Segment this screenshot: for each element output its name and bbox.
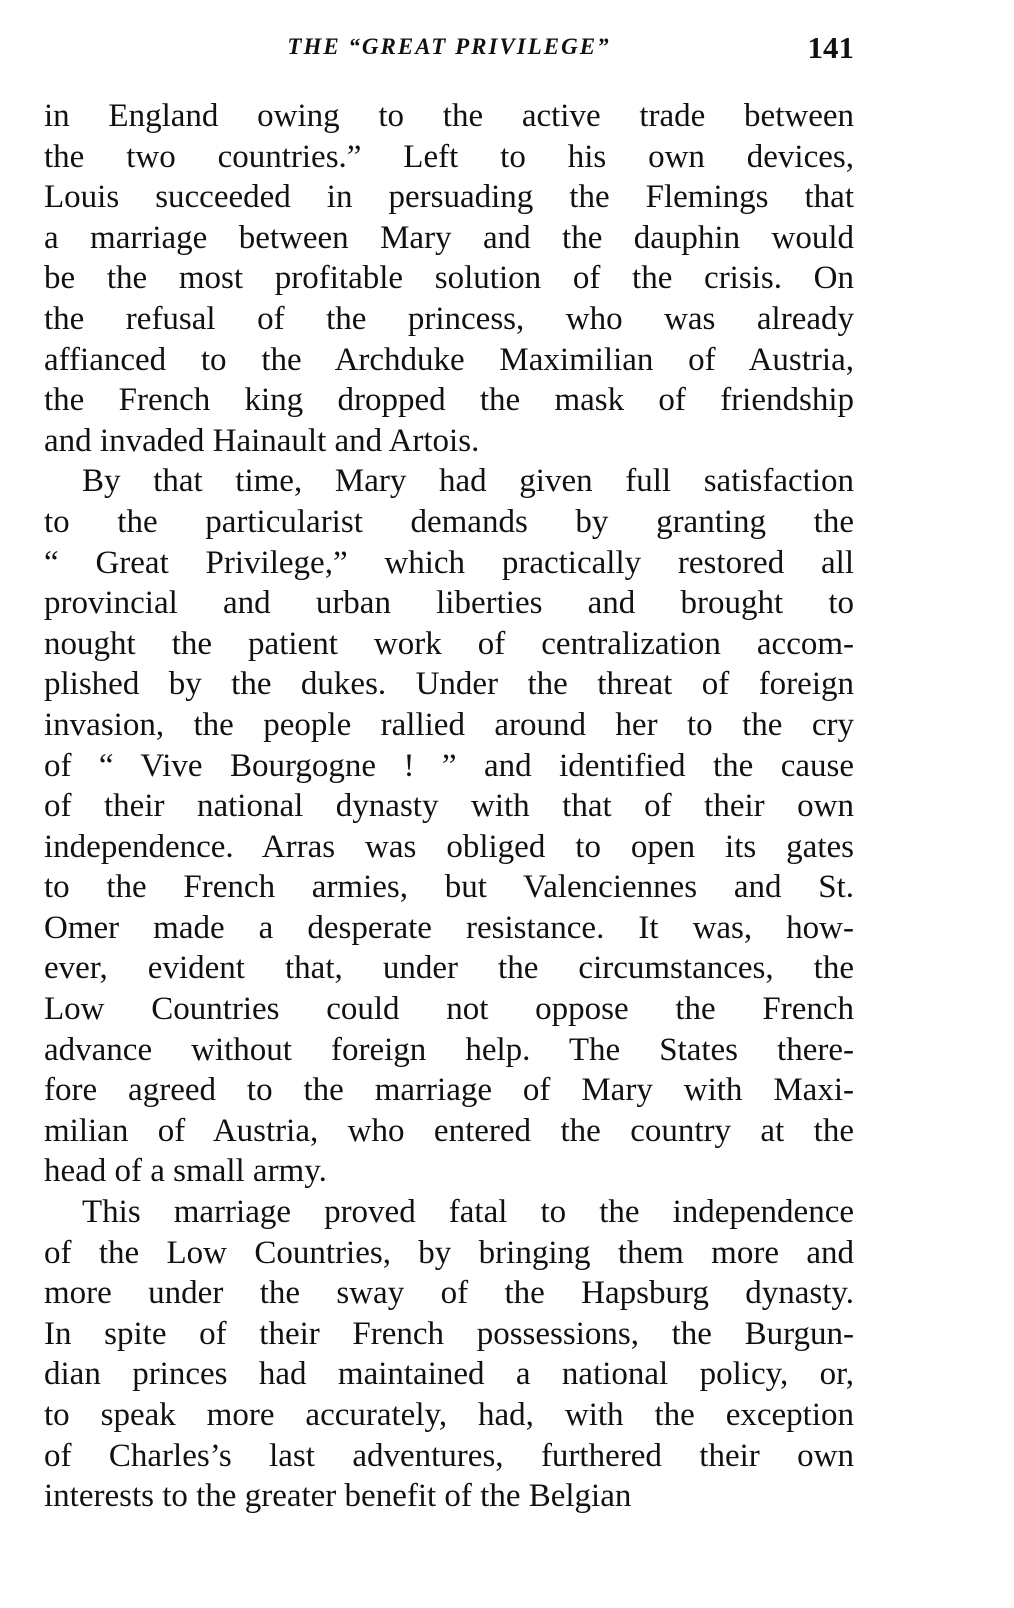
text-line: interests to the greater benefit of the Belgian	[44, 1478, 632, 1515]
text-line: nought the patient work of centralization accom-	[44, 625, 854, 662]
paragraph	[44, 1192, 854, 1517]
text-line: milian of Austria, who entered the country at the	[44, 1112, 854, 1149]
text-line: affianced to the Archduke Maximilian of Austria,	[44, 341, 854, 378]
text-line: to speak more accurately, had, with the exception	[44, 1397, 854, 1433]
text-line: In spite of their French possessions, the Burgun-	[44, 1315, 854, 1352]
text-line: Louis succeeded in persuading the Flemings that	[44, 179, 854, 216]
text-line: By that time, Mary had given full satisfaction	[82, 463, 854, 500]
text-line: fore agreed to the marriage of Mary with Maxi-	[44, 1072, 854, 1109]
text-line: the French king dropped the mask of friendship	[44, 382, 854, 419]
text-line: plished by the dukes. Under the threat of foreign	[44, 666, 854, 703]
text-line: of their national dynasty with that of their own	[44, 788, 854, 825]
text-line: of the Low Countries, by bringing them more and	[44, 1234, 854, 1271]
text-line: advance without foreign help. The States there-	[44, 1031, 854, 1068]
text-line: and invaded Hainault and Artois.	[44, 422, 480, 459]
text-line: in England owing to the active trade between	[44, 98, 854, 134]
text-line: head of a small army.	[44, 1153, 327, 1190]
text-line: the refusal of the princess, who was already	[44, 300, 854, 337]
text-line: “ Great Privilege,” which practically restored all	[44, 544, 854, 581]
body-text	[44, 96, 854, 1517]
text-line: ever, evident that, under the circumstances, the	[44, 950, 854, 987]
text-line: to the particularist demands by granting the	[44, 503, 854, 540]
text-line: This marriage proved fatal to the independence	[82, 1194, 854, 1231]
paragraph	[44, 461, 854, 1192]
text-line: Omer made a desperate resistance. It was, how-	[44, 909, 854, 946]
text-line: a marriage between Mary and the dauphin would	[44, 219, 854, 256]
text-line: Low Countries could not oppose the French	[44, 991, 854, 1028]
running-head	[44, 30, 854, 66]
running-title: THE “GREAT PRIVILEGE”	[287, 34, 611, 59]
paragraph	[44, 96, 854, 461]
text-line: dian princes had maintained a national policy, or,	[44, 1356, 854, 1393]
text-line: of Charles’s last adventures, furthered their own	[44, 1437, 854, 1474]
text-line: of “ Vive Bourgogne ! ” and identified the cause	[44, 747, 854, 784]
text-line: invasion, the people rallied around her to the cry	[44, 706, 854, 743]
text-line: the two countries.” Left to his own devices,	[44, 138, 854, 175]
text-line: provincial and urban liberties and brought to	[44, 585, 854, 622]
text-line: to the French armies, but Valenciennes and St.	[44, 869, 854, 906]
page-number: 141	[807, 30, 854, 65]
text-line: be the most profitable solution of the crisis. On	[44, 260, 854, 297]
text-line: more under the sway of the Hapsburg dynasty.	[44, 1275, 854, 1312]
text-line: independence. Arras was obliged to open its gates	[44, 828, 854, 865]
